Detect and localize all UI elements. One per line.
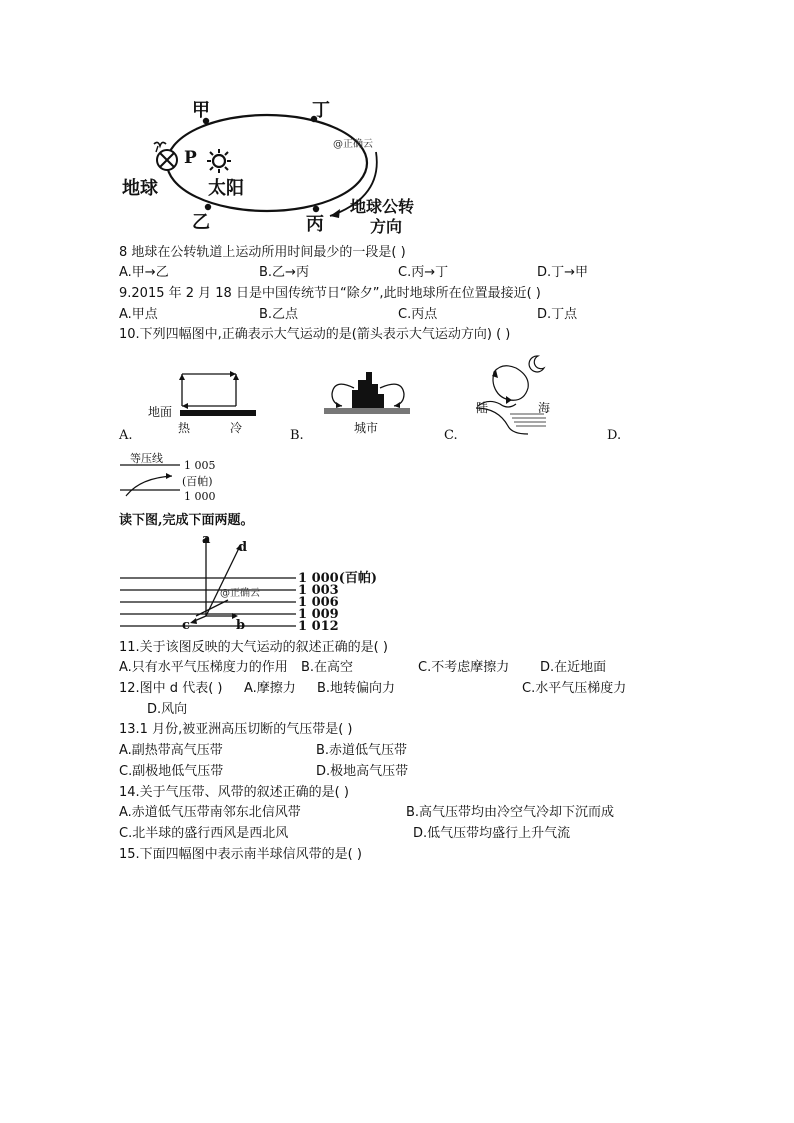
q12-stem: 12.图中 d 代表( ) (119, 681, 223, 696)
label-earth: 地球 (122, 178, 158, 199)
q13-option-b: B.赤道低气压带 (316, 743, 408, 758)
fig-c-sea: 海 (538, 401, 551, 415)
isobar-label-1006: 1 006 (298, 595, 339, 610)
q11-stem: 11.关于该图反映的大气运动的叙述正确的是( ) (119, 640, 388, 655)
q12-option-a: A.摩擦力 (244, 681, 296, 696)
q9-option-d: D.丁点 (537, 307, 578, 322)
q10-option-b: B. (290, 428, 304, 443)
q10-option-a: A. (119, 428, 133, 443)
fig-d-isobar: 等压线 (130, 452, 163, 465)
q13-option-c: C.副极地低气压带 (119, 764, 224, 779)
label-jia: 甲 (192, 100, 210, 121)
q11-option-c: C.不考虑摩擦力 (418, 660, 510, 675)
q8-option-b: B.乙→丙 (259, 265, 309, 280)
fig-a-ground: 地面 (148, 405, 173, 419)
moon-icon (529, 356, 544, 372)
q14-option-a: A.赤道低气压带南邻东北信风带 (119, 805, 301, 820)
reading-intro: 读下图,完成下面两题。 (119, 513, 254, 528)
q8-option-d: D.丁→甲 (537, 265, 589, 280)
q12-option-b: B.地转偏向力 (317, 681, 396, 696)
vector-a-label: a (202, 532, 211, 547)
label-p: P (184, 148, 197, 168)
fig-b-city: 城市 (354, 421, 379, 435)
q10-stem: 10.下列四幅图中,正确表示大气运动的是(箭头表示大气运动方向) ( ) (119, 327, 511, 342)
q14-option-b: B.高气压带均由冷空气冷却下沉而成 (406, 805, 615, 820)
q14-option-c: C.北半球的盛行西风是西北风 (119, 826, 289, 841)
orbit-ellipse (167, 115, 367, 211)
q9-option-c: C.丙点 (398, 307, 438, 322)
q8-option-a: A.甲→乙 (119, 265, 169, 280)
q13-stem: 13.1 月份,被亚洲高压切断的气压带是( ) (119, 722, 353, 737)
q10-figure-d (118, 452, 228, 506)
label-yi: 乙 (192, 212, 210, 233)
fig-c-land: 陆 (476, 401, 489, 415)
q11-option-b: B.在高空 (301, 660, 354, 675)
isobar-label-1009: 1 009 (298, 607, 339, 622)
fig-a-cold: 冷 (230, 421, 243, 435)
fig-a-hot: 热 (178, 421, 191, 435)
q13-option-a: A.副热带高气压带 (119, 743, 223, 758)
fig-d-p-high: 1 005 (184, 459, 216, 472)
watermark: @正确云 (333, 139, 373, 150)
isobar-label-1012: 1 012 (298, 619, 339, 634)
q10-option-c: C. (444, 428, 458, 443)
fig-d-unit: (百帕) (182, 475, 213, 488)
fig-d-p-low: 1 000 (184, 490, 216, 503)
q10-figure-c (468, 354, 560, 438)
q15-stem: 15.下面四幅图中表示南半球信风带的是( ) (119, 847, 362, 862)
wind-watermark: @正确云 (220, 588, 260, 599)
orbit-figure (118, 92, 438, 242)
isobar-label-1003: 1 003 (298, 583, 339, 598)
q13-option-d: D.极地高气压带 (316, 764, 409, 779)
q12-option-d: D.风向 (147, 702, 188, 717)
q14-stem: 14.关于气压带、风带的叙述正确的是( ) (119, 785, 349, 800)
q8-stem: 8 地球在公转轨道上运动所用时间最少的一段是( ) (119, 245, 406, 260)
q9-option-b: B.乙点 (259, 307, 299, 322)
label-sun: 太阳 (208, 178, 244, 199)
label-bing: 丙 (306, 214, 324, 235)
vector-c-label: c (182, 618, 190, 633)
isobar-label-1000: 1 000(百帕) (298, 571, 378, 586)
q9-option-a: A.甲点 (119, 307, 158, 322)
vector-d-line (206, 546, 240, 616)
q8-option-c: C.丙→丁 (398, 265, 449, 280)
label-ding: 丁 (312, 100, 330, 121)
sun-icon (207, 149, 231, 173)
q11-option-a: A.只有水平气压梯度力的作用 (119, 660, 288, 675)
vector-b-label: b (236, 618, 246, 633)
q10-figure-b (318, 364, 418, 438)
vector-d-label: d (238, 540, 248, 555)
label-revolution-1: 地球公转 (350, 197, 415, 216)
q14-option-d: D.低气压带均盛行上升气流 (413, 826, 571, 841)
q10-figure-a (140, 366, 260, 436)
label-revolution-2: 方向 (370, 217, 403, 236)
q10-option-d: D. (607, 428, 622, 443)
q11-option-d: D.在近地面 (540, 660, 607, 675)
q9-stem: 9.2015 年 2 月 18 日是中国传统节日“除夕”,此时地球所在位置最接近( ) (119, 286, 541, 301)
wind-figure (120, 530, 380, 632)
q12-option-c: C.水平气压梯度力 (522, 681, 627, 696)
